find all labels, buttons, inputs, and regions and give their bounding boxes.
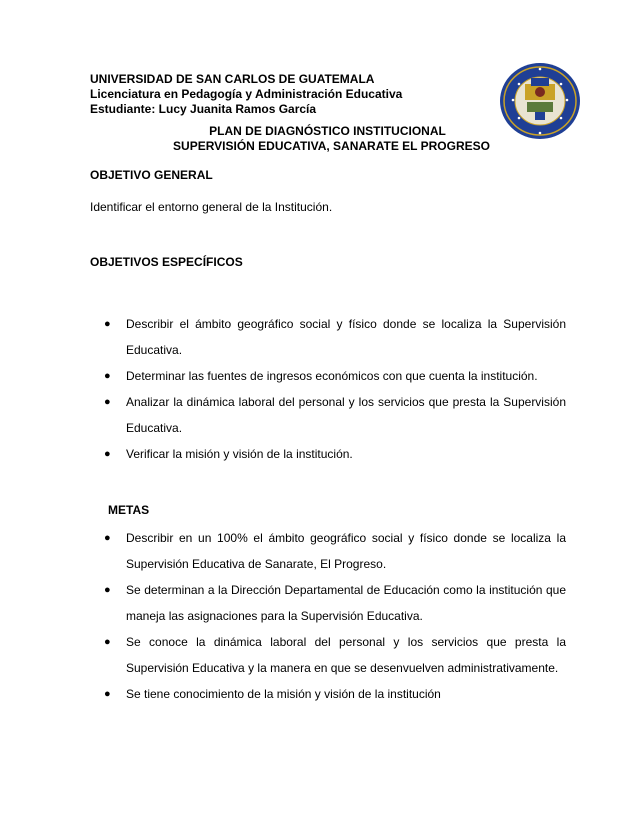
bullet-icon: ● [104,370,111,382]
document-title [90,124,565,154]
title-line-1: PLAN DE DIAGNÓSTICO INSTITUCIONAL [209,124,446,138]
bullet-icon: ● [104,532,111,544]
list-item: ● Se tiene conocimiento de la misión y visión de la institución [90,681,566,707]
goals-list [90,525,566,707]
list-item: ● Determinar las fuentes de ingresos económicos con que cuenta la institución. [90,363,566,389]
list-item: ● Se determinan a la Dirección Departamental de Educación como la institución que maneja las asignaciones para la Supervisión Educativa. [90,577,566,629]
program-name: Licenciatura en Pedagogía y Administración Educativa [90,87,403,101]
specific-objectives-heading: OBJETIVOS ESPECÍFICOS [90,255,243,269]
specific-objectives-list [90,311,566,467]
bullet-icon: ● [104,448,111,460]
bullet-icon: ● [104,584,111,596]
document-header [90,72,490,117]
bullet-icon: ● [104,688,111,700]
general-objective-text: Identificar el entorno general de la Institución. [90,200,333,214]
university-name: UNIVERSIDAD DE SAN CARLOS DE GUATEMALA [90,72,375,86]
list-item: ● Analizar la dinámica laboral del personal y los servicios que presta la Supervisión Educativa. [90,389,566,441]
list-item: ● Verificar la misión y visión de la institución. [90,441,566,467]
title-line-2: SUPERVISIÓN EDUCATIVA, SANARATE EL PROGRESO [173,139,490,153]
goals-heading: METAS [108,503,150,517]
list-item: ● Se conoce la dinámica laboral del personal y los servicios que presta la Supervisión Educativa y la manera en que se desenvuelven administrativamente. [90,629,566,681]
bullet-icon: ● [104,318,111,330]
student-name: Estudiante: Lucy Juanita Ramos García [90,102,317,116]
list-item: ● Describir en un 100% el ámbito geográfico social y físico donde se localiza la Supervisión Educativa de Sanarate, El Progreso. [90,525,566,577]
bullet-icon: ● [104,636,111,648]
list-item: ● Describir el ámbito geográfico social y físico donde se localiza la Supervisión Educativa. [90,311,566,363]
general-objective-heading: OBJETIVO GENERAL [90,168,213,182]
bullet-icon: ● [104,396,111,408]
